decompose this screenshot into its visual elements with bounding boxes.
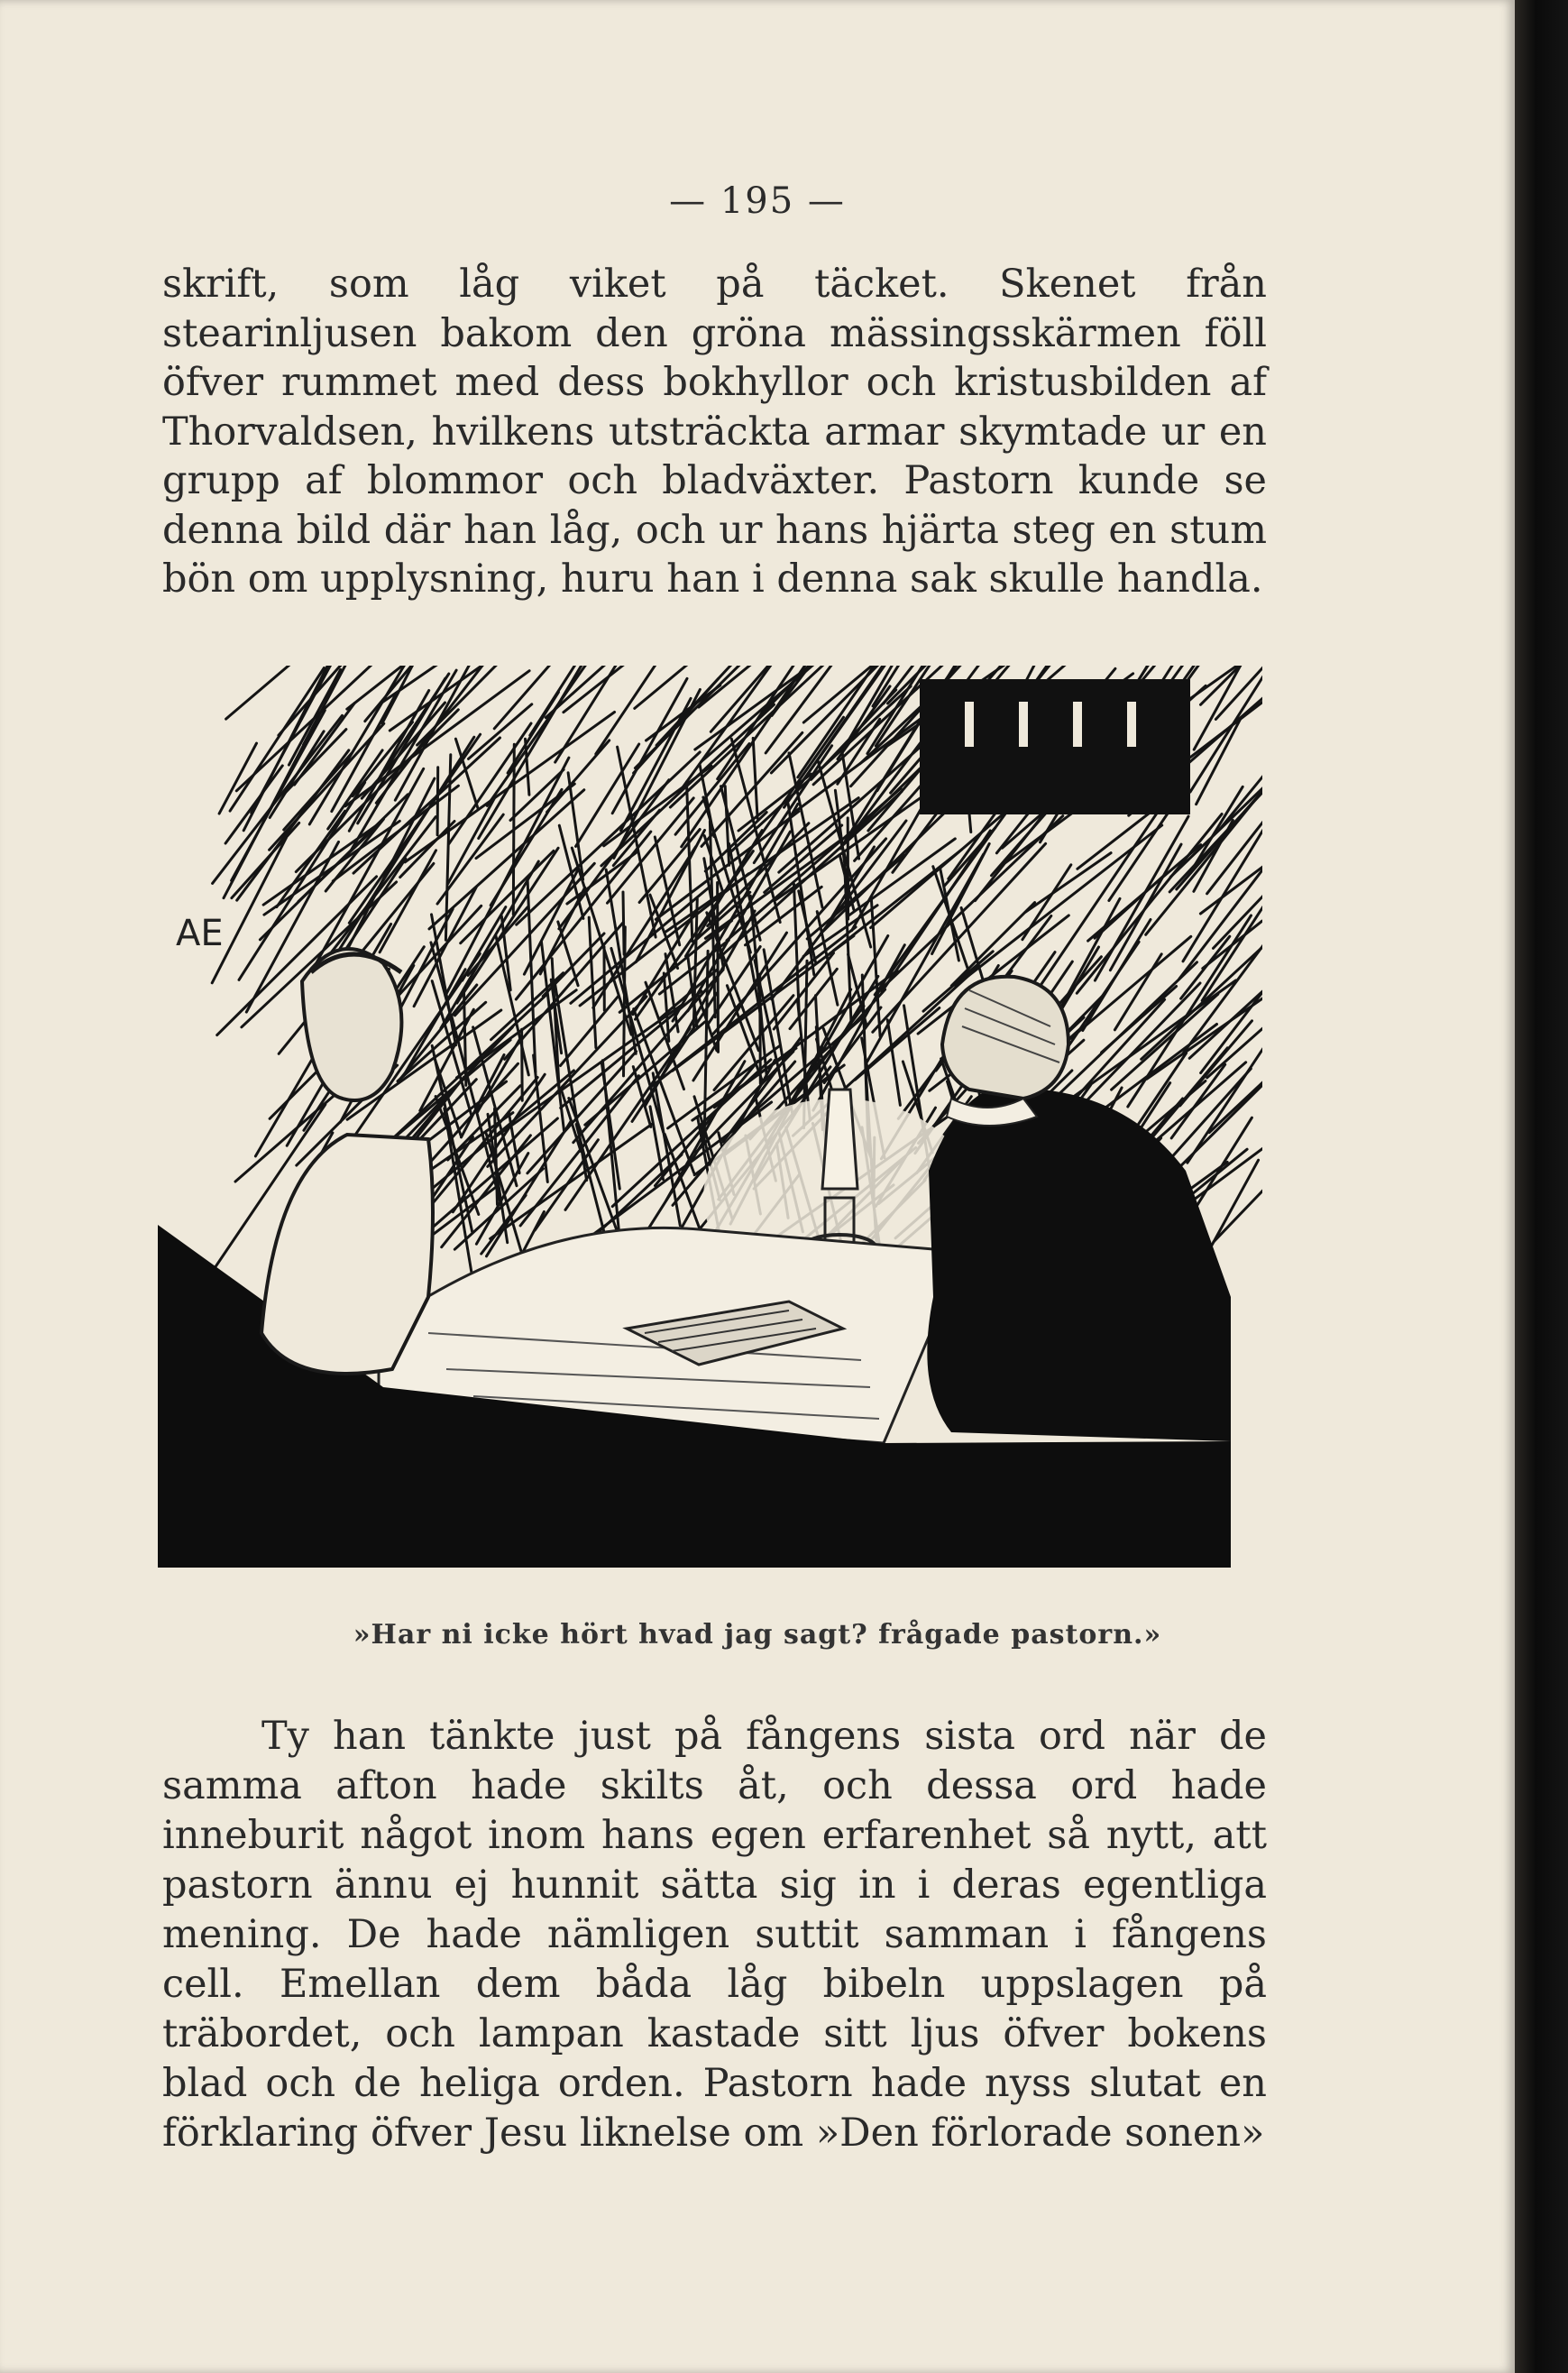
- hatch-stroke: [887, 1020, 900, 1106]
- hatch-stroke: [522, 1029, 523, 1100]
- hatch-stroke: [572, 848, 631, 1035]
- hatch-stroke: [664, 973, 669, 1041]
- book-edge: [1515, 0, 1568, 2373]
- hatch-stroke: [602, 1061, 619, 1229]
- paragraph-bottom: [162, 1712, 1267, 2158]
- hatch-stroke: [774, 953, 833, 1029]
- paragraph-bottom-text: Ty han tänkte just på fångens sista ord när de samma afton hade skilts åt, och dessa ord hade inneburit något inom hans egen erfarenhet så nytt, att pastorn ännu ej hunnit sätta sig in i deras egentliga mening. De hade nämligen suttit samman i fångens cell. Emellan dem båda låg bibeln uppslagen på träbordet, och lampan kastade sitt ljus öfver bokens blad och de heliga orden. Pastorn hade nyss slutat en förklaring öfver Jesu liknelse om »Den förlorade sonen»: [162, 1714, 1267, 2156]
- hatch-stroke: [1191, 1149, 1247, 1195]
- artist-signature: AE: [176, 913, 224, 954]
- hatch-stroke: [813, 945, 904, 1110]
- hatch-stroke: [718, 883, 719, 1053]
- hatch-stroke: [513, 744, 514, 914]
- hatch-stroke: [624, 927, 626, 1076]
- hatch-stroke: [329, 817, 436, 956]
- hatch-stroke: [753, 738, 757, 818]
- illustration: [158, 666, 1262, 1568]
- hatch-stroke: [517, 752, 701, 924]
- hatch-stroke: [1110, 844, 1181, 970]
- hatch-stroke: [1025, 853, 1111, 913]
- hatch-stroke: [704, 836, 723, 895]
- hatch-stroke: [441, 861, 538, 1028]
- hatch-stroke: [405, 713, 614, 862]
- page-number: — 195 —: [669, 180, 846, 222]
- hatch-stroke: [347, 666, 520, 709]
- hatch-stroke: [670, 666, 847, 807]
- ink-drawing-prison-cell-scene-icon: [158, 666, 1262, 1568]
- hatch-stroke: [437, 768, 438, 835]
- hatch-stroke: [1189, 1118, 1252, 1218]
- hatch-stroke: [1109, 800, 1177, 901]
- hatch-stroke: [1207, 949, 1262, 1078]
- paragraph-top: skrift, som låg viket på täcket. Skenet från stearinljusen bakom den gröna mässingsskärmen föll öfver rummet med dess bokhyllor och kristusbilden af Thorvaldsen, hvilkens utsträckta armar skymtade ur en grupp af blommor och bladväxter. Pastorn kunde se denna bild där han låg, och ur hans hjärta steg en stum bön om upplysning, huru han i denna sak skulle handla.: [162, 262, 1267, 602]
- hatch-stroke: [764, 950, 792, 1113]
- hatch-stroke: [1194, 786, 1242, 867]
- hatch-stroke: [635, 666, 768, 768]
- illustration-caption: »Har ni icke hört hvad jag sagt? frågade pastorn.»: [353, 1619, 1162, 1651]
- hatch-stroke: [606, 869, 636, 1053]
- hatch-stroke: [1215, 666, 1262, 720]
- hatch-stroke: [457, 848, 558, 1003]
- hatch-stroke: [351, 670, 456, 851]
